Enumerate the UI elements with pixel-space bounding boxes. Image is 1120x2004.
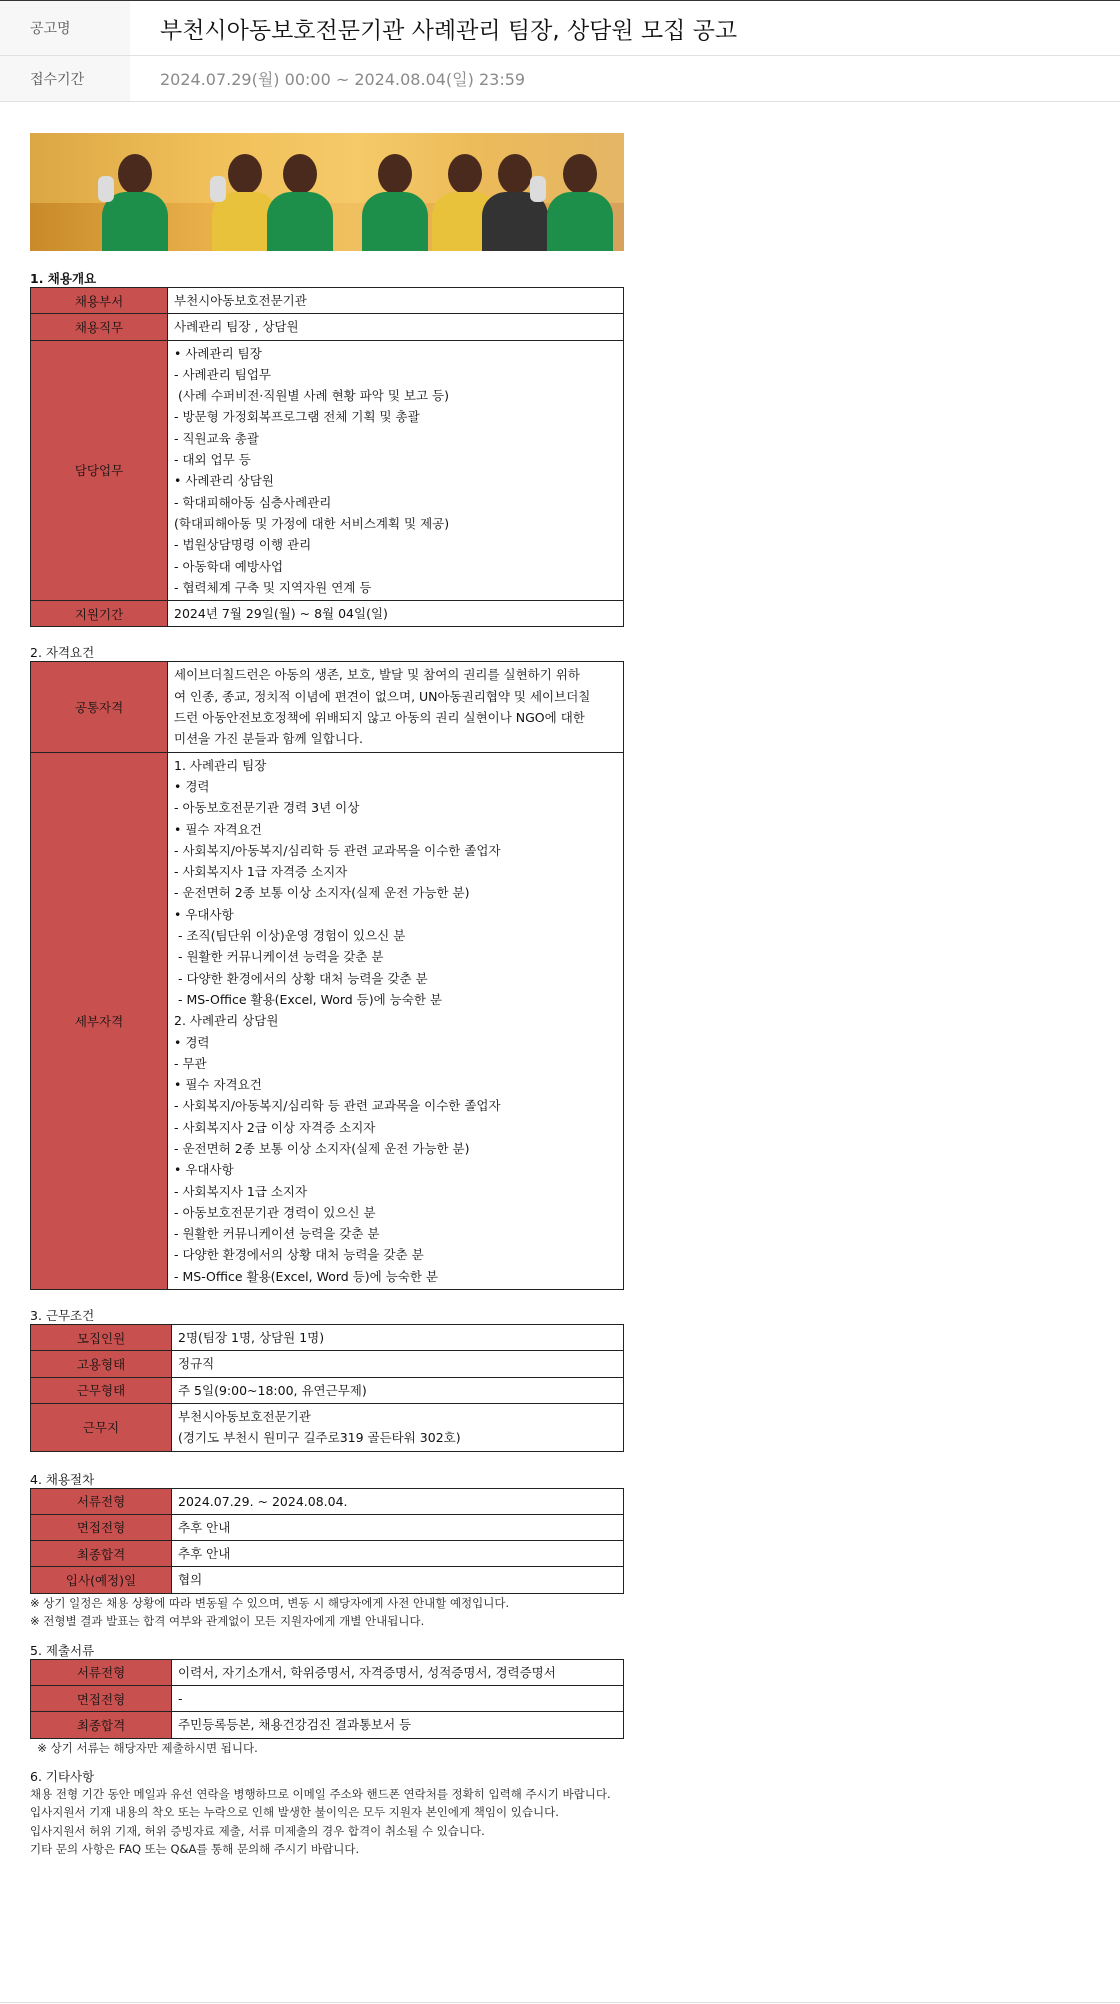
row-value	[168, 752, 624, 1289]
value-line: (학대피해아동 및 가정에 대한 서비스계획 및 제공)	[174, 515, 450, 531]
value-line: - 아동보호전문기관 경력이 있으신 분	[174, 1204, 376, 1220]
section-title: 6. 기타사항	[30, 1768, 95, 1784]
section-title: 5. 제출서류	[30, 1642, 95, 1658]
value-line: - 아동보호전문기관 경력 3년 이상	[174, 800, 360, 816]
child-figure	[100, 146, 170, 251]
row-label: 면접전형	[31, 1514, 172, 1540]
row-label: 고용형태	[31, 1351, 172, 1377]
table-row	[31, 1488, 624, 1514]
child-figure	[545, 146, 615, 251]
row-value	[172, 1351, 624, 1377]
table-row	[31, 1514, 624, 1540]
table-row	[31, 1686, 624, 1712]
value-line: • 경력	[174, 1034, 210, 1050]
value-line: - 방문형 가정회복프로그램 전체 기획 및 총괄	[174, 409, 420, 425]
value-line: - 사회복지사 1급 소지자	[174, 1183, 308, 1199]
row-label: 최종합격	[31, 1541, 172, 1567]
value-line: • 경력	[174, 778, 210, 794]
process-notes	[30, 1594, 1090, 1630]
table-row	[31, 1712, 624, 1738]
value-line: • 필수 자격요건	[174, 1077, 262, 1093]
misc-notes	[30, 1785, 1090, 1859]
value-line: 2명(팀장 1명, 상담원 1명)	[178, 1330, 325, 1346]
value-line: 주 5일(9:00~18:00, 유연근무제)	[178, 1382, 367, 1398]
misc-line: 채용 전형 기간 동안 메일과 유선 연락을 병행하므로 이메일 주소와 핸드폰 연락처를 정확히 입력해 주시기 바랍니다.	[30, 1786, 611, 1801]
value-line: - 직원교육 총괄	[174, 430, 259, 446]
note-line: ※ 전형별 결과 발표는 합격 여부와 관계없이 모든 지원자에게 개별 안내됩니다.	[30, 1613, 425, 1628]
value-line: 이력서, 자기소개서, 학위증명서, 자격증명서, 성적증명서, 경력증명서	[178, 1664, 556, 1680]
value-line: - 조직(팀단위 이상)운영 경험이 있으신 분	[174, 928, 406, 944]
table-row	[31, 288, 624, 314]
value-line: - 협력체계 구축 및 지역자원 연계 등	[174, 579, 372, 595]
note-line: ※ 상기 일정은 채용 상황에 따라 변동될 수 있으며, 변동 시 해당자에게 사전 안내할 예정입니다.	[30, 1595, 510, 1610]
row-label: 세부자격	[31, 752, 168, 1289]
row-value	[172, 1377, 624, 1403]
value-line: - 아동학대 예방사업	[174, 558, 284, 574]
row-label: 최종합격	[31, 1712, 172, 1738]
value-line: - 사회복지/아동복지/심리학 등 관련 교과목을 이수한 졸업자	[174, 1098, 501, 1114]
table-row	[31, 601, 624, 627]
child-figure	[265, 146, 335, 251]
table-row	[31, 1567, 624, 1593]
page-title: 부천시아동보호전문기관 사례관리 팀장, 상담원 모집 공고	[160, 17, 738, 44]
row-label: 서류전형	[31, 1659, 172, 1685]
row-label: 담당업무	[31, 340, 168, 601]
value-line: - 다양한 환경에서의 상황 대처 능력을 갖춘 분	[174, 1247, 424, 1263]
work-conditions-table	[30, 1324, 624, 1451]
section-title: 1. 채용개요	[30, 271, 97, 286]
value-line: 정규직	[178, 1356, 215, 1372]
row-label: 채용부서	[31, 288, 168, 314]
value-line: 미션을 가진 분들과 함께 일합니다.	[174, 731, 363, 747]
misc-line: 입사지원서 기재 내용의 착오 또는 누락으로 인해 발생한 불이익은 모두 지원자 본인에게 책임이 있습니다.	[30, 1805, 559, 1820]
value-line: 2. 사례관리 상담원	[174, 1013, 279, 1029]
value-line: - 사회복지사 1급 자격증 소지자	[174, 864, 348, 880]
row-value	[172, 1686, 624, 1712]
value-line: - 사회복지사 2급 이상 자격증 소지자	[174, 1119, 376, 1135]
row-label: 공통자격	[31, 662, 168, 752]
qualification-table	[30, 661, 624, 1290]
value-line: - 운전면허 2종 보통 이상 소지자(실제 운전 가능한 분)	[174, 885, 470, 901]
period-value: 2024.07.29(월) 00:00 ~ 2024.08.04(일) 23:59	[160, 70, 526, 89]
value-line: • 사례관리 팀장	[174, 345, 262, 361]
documents-table	[30, 1659, 624, 1739]
value-line: - 무관	[174, 1055, 207, 1071]
misc-line: 입사지원서 허위 기재, 허위 증빙자료 제출, 서류 미제출의 경우 합격이 취소될 수 있습니다.	[30, 1823, 485, 1838]
row-value	[172, 1403, 624, 1451]
value-line: - 원활한 커뮤니케이션 능력을 갖춘 분	[174, 1226, 380, 1242]
value-line: 사례관리 팀장 , 상담원	[174, 319, 299, 335]
value-line: 추후 안내	[178, 1519, 231, 1535]
row-value	[168, 662, 624, 752]
table-row	[31, 662, 624, 752]
row-value	[168, 601, 624, 627]
child-figure	[480, 146, 550, 251]
value-line: 추후 안내	[178, 1546, 231, 1562]
value-line: 부천시아동보호전문기관	[174, 293, 307, 308]
value-line: - 원활한 커뮤니케이션 능력을 갖춘 분	[174, 949, 384, 965]
row-value	[172, 1514, 624, 1540]
row-value	[172, 1541, 624, 1567]
table-row	[31, 1541, 624, 1567]
note-line: ※ 상기 서류는 해당자만 제출하시면 됩니다.	[30, 1740, 258, 1755]
value-line: 2024년 7월 29일(월) ~ 8월 04일(일)	[174, 606, 388, 622]
value-line: 부천시아동보호전문기관	[178, 1408, 311, 1424]
value-line: • 우대사항	[174, 906, 234, 922]
value-line: - MS-Office 활용(Excel, Word 등)에 능숙한 분	[174, 991, 442, 1007]
table-row	[31, 1659, 624, 1685]
table-row	[31, 1325, 624, 1351]
value-line: • 우대사항	[174, 1162, 234, 1178]
row-label: 입사(예정)일	[31, 1567, 172, 1593]
documents-notes	[30, 1739, 1090, 1757]
value-line: 협의	[178, 1572, 203, 1588]
value-line: - MS-Office 활용(Excel, Word 등)에 능숙한 분	[174, 1268, 438, 1284]
hiring-process-table	[30, 1488, 624, 1594]
value-line: -	[178, 1691, 183, 1707]
row-label: 면접전형	[31, 1686, 172, 1712]
row-value	[172, 1712, 624, 1738]
row-label: 근무형태	[31, 1377, 172, 1403]
value-line: - 운전면허 2종 보통 이상 소지자(실제 운전 가능한 분)	[174, 1140, 470, 1156]
table-row	[31, 1351, 624, 1377]
bottom-border	[0, 2002, 1120, 2003]
title-row	[0, 1, 1120, 56]
value-line: 세이브더칠드런은 아동의 생존, 보호, 발달 및 참여의 권리를 실현하기 위하	[174, 667, 580, 683]
row-value	[168, 340, 624, 601]
row-label: 서류전형	[31, 1488, 172, 1514]
table-row	[31, 1377, 624, 1403]
title-label: 공고명	[0, 1, 130, 55]
row-value	[172, 1567, 624, 1593]
row-label: 지원기간	[31, 601, 168, 627]
value-line: - 다양한 환경에서의 상황 대처 능력을 갖춘 분	[174, 970, 428, 986]
period-row	[0, 56, 1120, 102]
value-line: 2024.07.29. ~ 2024.08.04.	[178, 1493, 348, 1509]
value-line: 여 인종, 종교, 정치적 이념에 편견이 없으며, UN아동권리협약 및 세이브더칠	[174, 688, 591, 704]
value-line: 주민등록등본, 채용건강검진 결과통보서 등	[178, 1717, 412, 1733]
row-value	[168, 288, 624, 314]
section-title: 4. 채용절차	[30, 1471, 95, 1487]
row-label: 근무지	[31, 1403, 172, 1451]
value-line: - 사례관리 팀업무	[174, 366, 271, 382]
value-line: 1. 사례관리 팀장	[174, 757, 267, 773]
posting-body	[30, 133, 1090, 1859]
value-line: - 대외 업무 등	[174, 452, 251, 468]
table-row	[31, 314, 624, 340]
value-line: - 법원상담명령 이행 관리	[174, 537, 312, 553]
value-line: - 사회복지/아동복지/심리학 등 관련 교과목을 이수한 졸업자	[174, 842, 501, 858]
value-line: (경기도 부천시 원미구 길주로319 골든타워 302호)	[178, 1430, 461, 1446]
row-label: 채용직무	[31, 314, 168, 340]
row-label: 모집인원	[31, 1325, 172, 1351]
row-value	[168, 314, 624, 340]
value-line: 드런 아동안전보호정책에 위배되지 않고 아동의 권리 실현이나 NGO에 대한	[174, 710, 585, 726]
period-label: 접수기간	[0, 56, 130, 101]
value-line: - 학대피해아동 심층사례관리	[174, 494, 332, 510]
row-value	[172, 1659, 624, 1685]
child-figure	[360, 146, 430, 251]
banner-image	[30, 133, 624, 251]
table-row	[31, 340, 624, 601]
table-row	[31, 752, 624, 1289]
value-line: • 사례관리 상담원	[174, 473, 274, 489]
value-line: (사례 수퍼비전·직원별 사례 현황 파악 및 보고 등)	[174, 388, 449, 404]
misc-line: 기타 문의 사항은 FAQ 또는 Q&A를 통해 문의해 주시기 바랍니다.	[30, 1842, 360, 1857]
table-row	[31, 1403, 624, 1451]
row-value	[172, 1325, 624, 1351]
section-title: 3. 근무조건	[30, 1308, 95, 1324]
overview-table	[30, 287, 624, 627]
section-title: 2. 자격요건	[30, 645, 95, 661]
value-line: • 필수 자격요건	[174, 821, 262, 837]
row-value	[172, 1488, 624, 1514]
